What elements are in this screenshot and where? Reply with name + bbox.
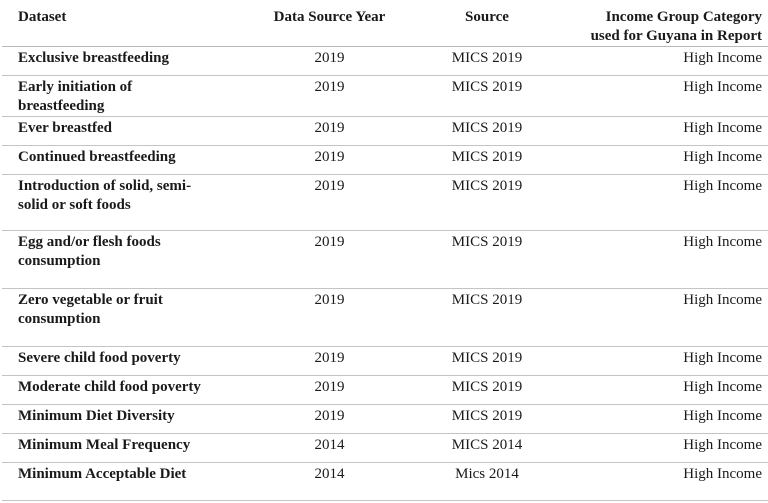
table-row xyxy=(2,463,768,501)
cell-source: MICS 2019 xyxy=(412,376,562,405)
cell-dataset-line: solid or soft foods xyxy=(18,197,131,213)
cell-source: Mics 2014 xyxy=(412,463,562,501)
cell-income: High Income xyxy=(562,347,768,376)
cell-income: High Income xyxy=(562,405,768,434)
cell-dataset-line: Continued breastfeeding xyxy=(18,149,176,165)
cell-dataset xyxy=(2,405,247,434)
cell-source: MICS 2019 xyxy=(412,47,562,76)
cell-year: 2014 xyxy=(247,434,412,463)
cell-dataset xyxy=(2,146,247,175)
cell-source: MICS 2019 xyxy=(412,231,562,289)
table-row xyxy=(2,117,768,146)
cell-income: High Income xyxy=(562,175,768,231)
cell-dataset-line: Early initiation of xyxy=(18,79,133,95)
header-income-group xyxy=(562,0,768,47)
table-row xyxy=(2,434,768,463)
header-income-line2: used for Guyana in Report xyxy=(590,28,762,44)
cell-dataset-line: Zero vegetable or fruit xyxy=(18,292,163,308)
table-row xyxy=(2,405,768,434)
table-row xyxy=(2,175,768,231)
table-row xyxy=(2,231,768,289)
cell-income: High Income xyxy=(562,146,768,175)
cell-income: High Income xyxy=(562,376,768,405)
cell-dataset xyxy=(2,289,247,347)
cell-dataset xyxy=(2,76,247,117)
cell-year: 2019 xyxy=(247,231,412,289)
table-row xyxy=(2,47,768,76)
cell-year: 2019 xyxy=(247,117,412,146)
cell-dataset-line: Minimum Acceptable Diet xyxy=(18,466,187,482)
cell-dataset xyxy=(2,231,247,289)
cell-year: 2019 xyxy=(247,175,412,231)
table-row xyxy=(2,376,768,405)
cell-dataset-line: Exclusive breastfeeding xyxy=(18,50,169,66)
table-header-row xyxy=(2,0,768,47)
cell-source: MICS 2019 xyxy=(412,175,562,231)
cell-dataset xyxy=(2,376,247,405)
cell-source: MICS 2014 xyxy=(412,434,562,463)
cell-source: MICS 2019 xyxy=(412,347,562,376)
cell-dataset xyxy=(2,47,247,76)
cell-year: 2019 xyxy=(247,347,412,376)
cell-dataset-line: Egg and/or flesh foods xyxy=(18,234,161,250)
cell-year: 2019 xyxy=(247,405,412,434)
cell-dataset-line: Moderate child food poverty xyxy=(18,379,201,395)
table-row xyxy=(2,289,768,347)
cell-dataset-line: consumption xyxy=(18,253,101,269)
cell-dataset xyxy=(2,175,247,231)
header-dataset: Dataset xyxy=(2,0,247,47)
cell-dataset xyxy=(2,463,247,501)
cell-year: 2019 xyxy=(247,76,412,117)
header-data-source-year: Data Source Year xyxy=(247,0,412,47)
cell-year: 2014 xyxy=(247,463,412,501)
table-row xyxy=(2,76,768,117)
cell-income: High Income xyxy=(562,76,768,117)
header-income-line1: Income Group Category xyxy=(605,9,762,25)
cell-income: High Income xyxy=(562,117,768,146)
cell-income: High Income xyxy=(562,463,768,501)
cell-year: 2019 xyxy=(247,146,412,175)
cell-dataset-line: consumption xyxy=(18,311,101,327)
cell-dataset xyxy=(2,434,247,463)
cell-dataset xyxy=(2,347,247,376)
cell-year: 2019 xyxy=(247,289,412,347)
cell-source: MICS 2019 xyxy=(412,76,562,117)
cell-dataset-line: Minimum Diet Diversity xyxy=(18,408,175,424)
cell-income: High Income xyxy=(562,289,768,347)
cell-dataset-line: Introduction of solid, semi- xyxy=(18,178,192,194)
table-row xyxy=(2,146,768,175)
cell-dataset-line: Minimum Meal Frequency xyxy=(18,437,191,453)
cell-dataset xyxy=(2,117,247,146)
cell-income: High Income xyxy=(562,434,768,463)
cell-source: MICS 2019 xyxy=(412,117,562,146)
cell-source: MICS 2019 xyxy=(412,405,562,434)
cell-source: MICS 2019 xyxy=(412,146,562,175)
cell-year: 2019 xyxy=(247,47,412,76)
cell-income: High Income xyxy=(562,47,768,76)
cell-income: High Income xyxy=(562,231,768,289)
header-source: Source xyxy=(412,0,562,47)
cell-dataset-line: Severe child food poverty xyxy=(18,350,181,366)
table-body xyxy=(2,47,768,501)
cell-dataset-line: Ever breastfed xyxy=(18,120,113,136)
dataset-table xyxy=(2,0,768,501)
cell-source: MICS 2019 xyxy=(412,289,562,347)
table-row xyxy=(2,347,768,376)
cell-dataset-line: breastfeeding xyxy=(18,98,105,114)
cell-year: 2019 xyxy=(247,376,412,405)
